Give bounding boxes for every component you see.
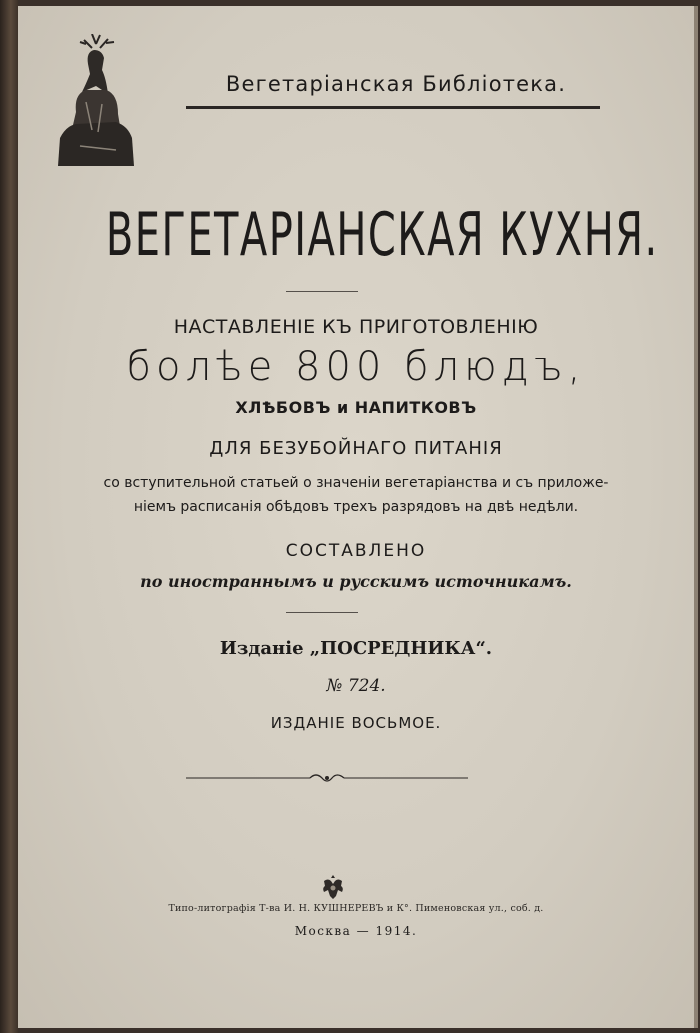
subtitle-line-1: НАСТАВЛЕНІЕ КЪ ПРИГОТОВЛЕНІЮ (173, 316, 539, 338)
compiled-label: СОСТАВЛЕНО (285, 541, 427, 561)
edition-line: ИЗДАНІЕ ВОСЬМОЕ. (270, 714, 442, 732)
series-underline (186, 106, 600, 109)
title-page (18, 6, 694, 1028)
imprint-line: Москва — 1914. (294, 924, 418, 938)
subtitle-line-2: болѣе 800 блюдъ, (126, 344, 586, 390)
ornamental-rule-icon (186, 770, 468, 786)
book-spine (0, 0, 18, 1033)
subtitle-line-3: ХЛѢБОВЪ и НАПИТКОВЪ (235, 398, 477, 417)
book-title: ВЕГЕТАРІАНСКАЯ КУХНЯ. (105, 200, 659, 270)
page-edge (694, 6, 698, 1028)
series-title: Вегетаріанская Библіотека. (225, 72, 567, 96)
sources-line: по иностраннымъ и русскимъ источникамъ. (140, 572, 572, 591)
double-eagle-icon (318, 872, 348, 902)
description-line-1: со вступительной статьей о значеніи вегетаріанства и съ приложе- (103, 475, 609, 491)
printer-line: Типо-литографія Т-ва И. Н. КУШНЕРЕВЪ и К°. Пименовская ул., соб. д. (168, 903, 544, 914)
rule-under-title (286, 291, 358, 292)
rule-under-sources (286, 612, 358, 613)
subtitle-line-4: ДЛЯ БЕЗУБОЙНАГО ПИТАНІЯ (209, 438, 503, 459)
description-line-2: ніемъ расписанія обѣдовъ трехъ разрядовъ на двѣ недѣли. (133, 499, 579, 515)
publisher-line: Изданіе „ПОСРЕДНИКА“. (219, 638, 493, 659)
deer-emblem-icon (56, 34, 136, 170)
issue-number: № 724. (326, 676, 386, 696)
